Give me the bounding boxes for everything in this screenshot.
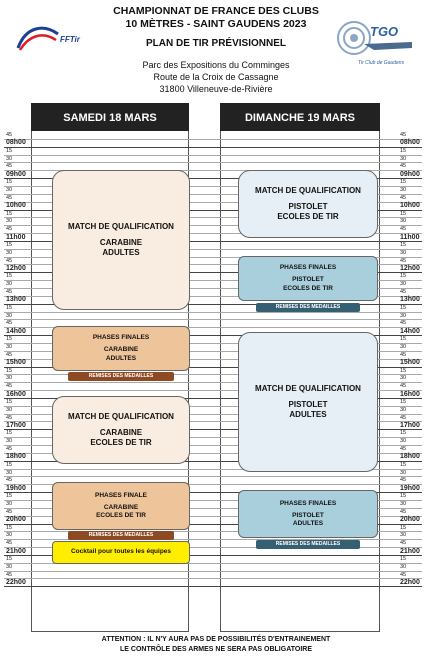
block-title: MATCH DE QUALIFICATION — [255, 186, 361, 195]
quarter-label: 45 — [6, 414, 13, 421]
quarter-label: 30 — [400, 500, 407, 507]
block-line-2: ADULTES — [102, 248, 140, 257]
grid-line — [4, 319, 422, 320]
quarter-label: 15 — [6, 210, 13, 217]
quarter-label: 15 — [6, 367, 13, 374]
block-line-1: CARABINE — [103, 503, 139, 511]
hour-label: 13h00 — [6, 296, 26, 304]
block-line-2: ADULTES — [105, 354, 137, 362]
hour-label: 11h00 — [400, 233, 420, 241]
hour-label: 11h00 — [6, 233, 26, 241]
quarter-label: 30 — [400, 438, 407, 445]
block-title: PHASES FINALES — [279, 499, 337, 507]
hour-label: 09h00 — [400, 170, 420, 178]
block-line-1: PISTOLET — [292, 511, 324, 519]
hour-label: 14h00 — [6, 327, 26, 335]
quarter-label: 45 — [6, 540, 13, 547]
hour-label: 19h00 — [6, 484, 26, 492]
block-line-1: CARABINE — [99, 238, 143, 247]
quarter-label: 30 — [400, 281, 407, 288]
block-line-2: ADULTES — [289, 410, 327, 419]
ffta-logo-text: FFTir — [60, 35, 80, 44]
quarter-label: 30 — [6, 500, 13, 507]
hour-label: 20h00 — [6, 516, 26, 524]
quarter-label: 30 — [400, 249, 407, 256]
quarter-label: 30 — [6, 249, 13, 256]
hour-label: 16h00 — [400, 390, 420, 398]
hour-label: 20h00 — [400, 516, 420, 524]
quarter-label: 45 — [400, 571, 407, 578]
quarter-label: 45 — [400, 289, 407, 295]
quarter-label: 45 — [400, 163, 407, 170]
quarter-label: 15 — [400, 398, 407, 405]
quarter-label: 30 — [6, 532, 13, 539]
hour-label: 12h00 — [400, 264, 420, 272]
hour-label: 17h00 — [400, 421, 420, 429]
quarter-label: 30 — [400, 563, 407, 570]
quarter-label: 45 — [6, 132, 13, 138]
quarter-label: 15 — [6, 461, 13, 468]
quarter-label: 45 — [6, 226, 13, 233]
block-line-2: ECOLES DE TIR — [96, 512, 146, 520]
page-header — [0, 0, 432, 100]
quarter-label: 30 — [6, 281, 13, 288]
quarter-label: 15 — [6, 273, 13, 280]
quarter-label: 15 — [400, 179, 407, 186]
sunday-finales-pistolet-adultes — [238, 490, 378, 538]
block-line-1: PISTOLET — [292, 276, 324, 284]
sunday-medals-1: REMISES DES MEDAILLES — [256, 303, 360, 312]
saturday-cocktail — [52, 541, 190, 564]
block-line-2: ECOLES DE TIR — [90, 438, 152, 447]
quarter-label: 30 — [400, 218, 407, 225]
block-title: MATCH DE QUALIFICATION — [255, 384, 361, 393]
quarter-label: 15 — [6, 241, 13, 248]
quarter-label: 15 — [6, 147, 13, 154]
hour-label: 10h00 — [6, 202, 26, 210]
saturday-qualification-carabine-ecoles — [52, 396, 190, 464]
quarter-label: 30 — [6, 469, 13, 476]
hour-label: 18h00 — [6, 453, 26, 461]
quarter-label: 45 — [6, 320, 13, 327]
saturday-finales-carabine-adultes — [52, 326, 190, 371]
hour-label: 18h00 — [400, 453, 420, 461]
day-header-saturday: SAMEDI 18 MARS — [31, 103, 189, 131]
club-logo-text: TGO — [370, 24, 399, 39]
page-subtitle: PLAN DE TIR PRÉVISIONNEL — [145, 38, 286, 49]
quarter-label: 15 — [400, 241, 407, 248]
quarter-label: 45 — [400, 508, 407, 515]
sunday-qualification-pistolet-adultes — [238, 332, 378, 472]
hour-label: 14h00 — [400, 327, 420, 335]
grid-line — [4, 571, 422, 572]
block-title: MATCH DE QUALIFICATION — [68, 222, 174, 231]
quarter-label: 45 — [400, 540, 407, 547]
quarter-label: 45 — [400, 132, 407, 138]
hour-label: 21h00 — [400, 547, 420, 555]
quarter-label: 45 — [400, 414, 407, 421]
hour-label: 22h00 — [6, 578, 26, 586]
block-line-1: CARABINE — [103, 346, 139, 354]
hour-label: 16h00 — [6, 390, 26, 398]
quarter-label: 45 — [6, 477, 13, 484]
saturday-finale-carabine-ecoles — [52, 482, 190, 530]
grid-line — [4, 476, 422, 477]
block-line-2: ADULTES — [292, 520, 324, 528]
block-line-1: CARABINE — [99, 428, 143, 437]
hour-line — [4, 586, 422, 587]
quarter-label: 45 — [6, 257, 13, 264]
quarter-label: 45 — [400, 257, 407, 264]
quarter-label: 15 — [400, 147, 407, 154]
title-line-2: 10 MÈTRES - SAINT GAUDENS 2023 — [125, 18, 307, 30]
quarter-label: 45 — [400, 477, 407, 484]
quarter-label: 30 — [400, 532, 407, 539]
block-line-2: ECOLES DE TIR — [277, 212, 339, 221]
quarter-label: 15 — [6, 179, 13, 186]
venue-line-3: 31800 Villeneuve-de-Rivière — [159, 84, 273, 94]
cocktail-label: Cocktail pour toutes les équipes — [70, 548, 172, 556]
quarter-label: 45 — [6, 163, 13, 170]
hour-label: 10h00 — [400, 202, 420, 210]
day-header-sunday: DIMANCHE 19 MARS — [220, 103, 380, 131]
venue-line-2: Route de la Croix de Cassagne — [153, 72, 279, 82]
quarter-label: 45 — [400, 320, 407, 327]
hour-label: 13h00 — [400, 296, 420, 304]
hour-label: 08h00 — [400, 139, 420, 147]
hour-label: 08h00 — [6, 139, 26, 147]
quarter-label: 45 — [400, 351, 407, 358]
club-logo — [334, 18, 418, 74]
grid-line — [4, 155, 422, 156]
quarter-label: 30 — [400, 186, 407, 193]
quarter-label: 15 — [400, 461, 407, 468]
quarter-label: 45 — [6, 446, 13, 452]
quarter-label: 15 — [6, 398, 13, 405]
quarter-label: 15 — [6, 336, 13, 343]
quarter-label: 30 — [6, 563, 13, 570]
quarter-label: 15 — [400, 430, 407, 437]
block-line-2: ECOLES DE TIR — [283, 284, 333, 292]
grid-line — [4, 162, 422, 163]
saturday-qualification-carabine-adultes — [52, 170, 190, 310]
quarter-label: 45 — [6, 383, 13, 390]
saturday-medals-1: REMISES DES MEDAILLES — [68, 372, 174, 381]
hour-label: 15h00 — [400, 359, 420, 367]
club-logo-subtext: Tir Club de Gaudens — [358, 60, 405, 66]
quarter-label: 45 — [400, 446, 407, 452]
quarter-label: 15 — [400, 210, 407, 217]
quarter-label: 15 — [6, 524, 13, 531]
quarter-label: 30 — [400, 406, 407, 413]
hour-label: 12h00 — [6, 264, 26, 272]
block-title: MATCH DE QUALIFICATION — [68, 412, 174, 421]
quarter-label: 45 — [6, 571, 13, 578]
quarter-label: 45 — [6, 508, 13, 515]
quarter-label: 15 — [400, 336, 407, 343]
quarter-label: 30 — [400, 312, 407, 319]
block-line-1: PISTOLET — [288, 400, 328, 409]
quarter-label: 15 — [6, 430, 13, 437]
quarter-label: 30 — [6, 406, 13, 413]
sunday-qualification-pistolet-ecoles — [238, 170, 378, 238]
quarter-label: 45 — [6, 289, 13, 295]
hour-label: 19h00 — [400, 484, 420, 492]
quarter-label: 15 — [6, 304, 13, 311]
saturday-medals-2: REMISES DES MEDAILLES — [68, 531, 174, 540]
sunday-finales-pistolet-ecoles — [238, 256, 378, 301]
quarter-label: 30 — [6, 186, 13, 193]
hour-label: 17h00 — [6, 421, 26, 429]
quarter-label: 30 — [6, 438, 13, 445]
quarter-label: 45 — [400, 383, 407, 390]
hour-label: 15h00 — [6, 359, 26, 367]
block-title: PHASES FINALES — [92, 334, 150, 342]
block-line-1: PISTOLET — [288, 202, 328, 211]
title-line-1: CHAMPIONNAT DE FRANCE DES CLUBS — [113, 5, 319, 17]
quarter-label: 30 — [400, 469, 407, 476]
venue-line-1: Parc des Expositions du Comminges — [142, 60, 290, 70]
sunday-medals-2: REMISES DES MEDAILLES — [256, 540, 360, 549]
quarter-label: 30 — [400, 343, 407, 350]
block-title: PHASES FINALE — [94, 491, 147, 499]
quarter-label: 30 — [400, 155, 407, 162]
quarter-label: 45 — [400, 226, 407, 233]
grid-line — [4, 312, 422, 313]
quarter-label: 30 — [6, 375, 13, 382]
quarter-label: 15 — [6, 493, 13, 500]
quarter-label: 45 — [6, 351, 13, 358]
quarter-label: 30 — [6, 312, 13, 319]
quarter-label: 30 — [400, 375, 407, 382]
quarter-label: 45 — [6, 194, 13, 201]
quarter-label: 30 — [6, 155, 13, 162]
block-title: PHASES FINALES — [279, 264, 337, 272]
hour-label: 09h00 — [6, 170, 26, 178]
hour-label: 22h00 — [400, 578, 420, 586]
quarter-label: 15 — [400, 493, 407, 500]
quarter-label: 15 — [400, 273, 407, 280]
hour-line — [4, 147, 422, 148]
grid-line — [4, 139, 422, 140]
footer-line-1: ATTENTION : IL N'Y AURA PAS DE POSSIBILITÉS D'ENTRAINEMENT — [101, 636, 331, 643]
quarter-label: 30 — [6, 218, 13, 225]
quarter-label: 15 — [400, 304, 407, 311]
quarter-label: 15 — [400, 555, 407, 562]
hour-label: 21h00 — [6, 547, 26, 555]
quarter-label: 45 — [400, 194, 407, 201]
quarter-label: 15 — [6, 555, 13, 562]
footer-line-2: LE CONTRÔLE DES ARMES NE SERA PAS OBLIGATOIRE — [120, 646, 312, 653]
quarter-label: 15 — [400, 524, 407, 531]
quarter-label: 30 — [6, 343, 13, 350]
grid-line — [4, 578, 422, 579]
quarter-label: 15 — [400, 367, 407, 374]
